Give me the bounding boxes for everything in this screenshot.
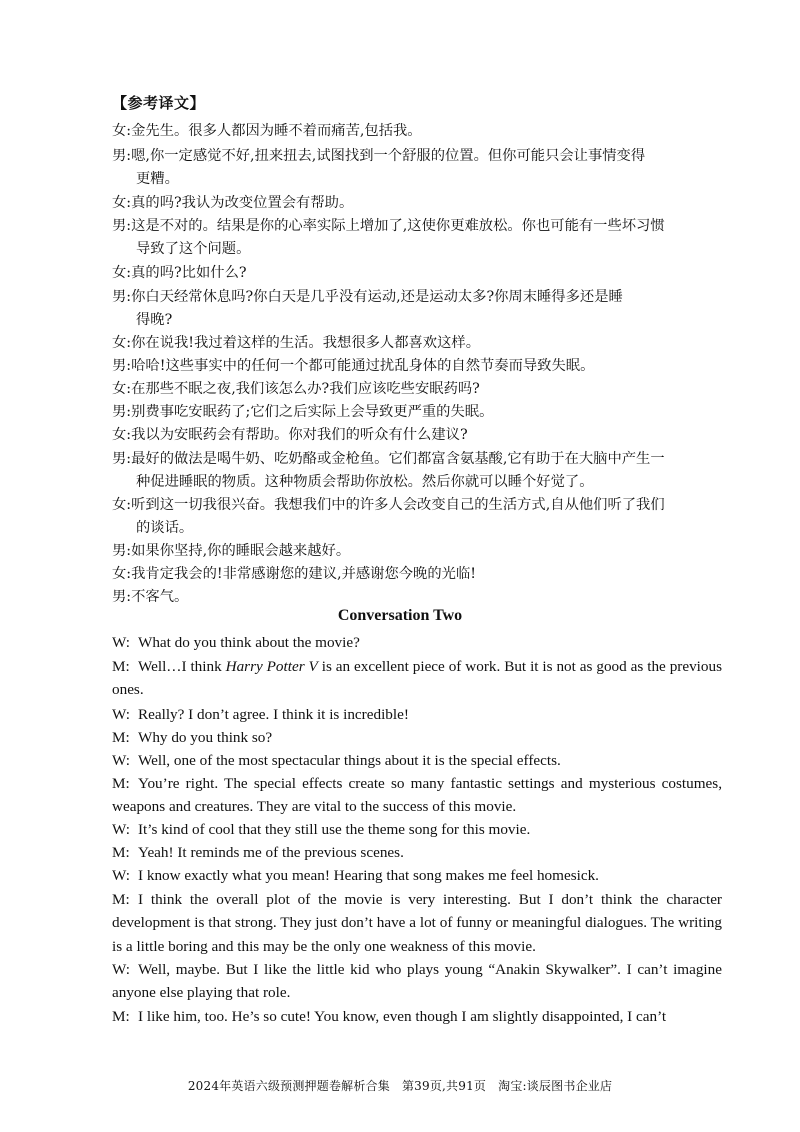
cn-line [112, 261, 728, 285]
footer-shop-name: 淘宝:谈辰图书企业店 [498, 1079, 613, 1093]
speaker-label: 男: [112, 148, 132, 164]
dialogue-text: Why do you think so? [138, 729, 273, 746]
cn-text: 我肯定我会的!非常感谢您的建议,并感谢您今晚的光临! [131, 566, 476, 582]
speaker-label: 女: [112, 195, 132, 211]
dialogue-line [112, 631, 722, 654]
cn-line [112, 539, 728, 563]
speaker-label: M: [112, 658, 130, 675]
dialogue-line [112, 888, 722, 958]
speaker-label: 男: [112, 218, 132, 234]
cn-text: 如果你坚持,你的睡眠会越来越好。 [131, 543, 351, 559]
cn-text: 不客气。 [131, 589, 189, 605]
cn-text: 种促进睡眠的物质。这种物质会帮助你放松。然后你就可以睡个好觉了。 [136, 474, 594, 490]
dialogue-text: Well, maybe. But I like the little kid who plays young “Anakin Skywalker”. I can’t imagine anyone else playing that role. [112, 961, 722, 1002]
speaker-label: M: [112, 729, 130, 746]
dialogue-text: is an excellent piece of work. But it is not as good as the previous ones. [112, 658, 722, 699]
cn-line-cont [112, 308, 728, 332]
cn-line [112, 585, 728, 609]
dialogue-line [112, 726, 722, 749]
conversation-title: Conversation Two [337, 607, 463, 624]
cn-line [112, 423, 728, 447]
dialogue-text: I like him, too. He’s so cute! You know, even though I am slightly disappointed, I can’t [138, 1008, 667, 1025]
speaker-label: W: [112, 867, 130, 884]
cn-line [112, 214, 728, 238]
speaker-label: W: [112, 752, 130, 769]
speaker-label: 女: [112, 566, 132, 582]
dialogue-text: You’re right. The special effects create so many fantastic settings and mysterious costumes, weapons and creatures. They are vital to the success of this movie. [112, 775, 722, 816]
speaker-label: M: [112, 1008, 130, 1025]
speaker-label: 女: [112, 335, 132, 351]
speaker-label: 男: [112, 451, 132, 467]
dialogue-line [112, 772, 722, 819]
cn-line [112, 447, 728, 471]
cn-line-cont [112, 516, 728, 540]
cn-line-cont [112, 167, 728, 191]
dialogue-text: It’s kind of cool that they still use the theme song for this movie. [138, 821, 531, 838]
cn-text: 听到这一切我很兴奋。我想我们中的许多人会改变自己的生活方式,自从他们听了我们 [131, 497, 665, 513]
cn-line-cont [112, 470, 728, 494]
dialogue-text: I know exactly what you mean! Hearing that song makes me feel homesick. [138, 867, 599, 884]
speaker-label: 男: [112, 404, 132, 420]
cn-text: 在那些不眠之夜,我们该怎么办?我们应该吃些安眠药吗? [131, 381, 480, 397]
cn-line [112, 562, 728, 586]
cn-text: 别费事吃安眠药了;它们之后实际上会导致更严重的失眠。 [131, 404, 494, 420]
speaker-label: M: [112, 891, 130, 908]
dialogue-line [112, 655, 722, 702]
dialogue-line [112, 864, 722, 887]
cn-text: 更糟。 [136, 171, 179, 187]
cn-line [112, 285, 728, 309]
speaker-label: W: [112, 961, 130, 978]
cn-line [112, 191, 728, 215]
dialogue-line [112, 841, 722, 864]
section-title: 【参考译文】 [112, 94, 206, 112]
dialogue-text: Yeah! It reminds me of the previous scenes. [138, 844, 404, 861]
dialogue-line [112, 703, 722, 726]
speaker-label: 女: [112, 265, 132, 281]
dialogue-line [112, 818, 722, 841]
cn-text: 得晚? [136, 312, 173, 328]
cn-text: 我以为安眠药会有帮助。你对我们的听众有什么建议? [131, 427, 468, 443]
cn-line [112, 119, 728, 143]
cn-text: 哈哈!这些事实中的任何一个都可能通过扰乱身体的自然节奏而导致失眠。 [131, 358, 595, 374]
cn-text: 嗯,你一定感觉不好,扭来扭去,试图找到一个舒服的位置。但你可能只会让事情变得 [131, 148, 646, 164]
speaker-label: 男: [112, 289, 132, 305]
speaker-label: 女: [112, 123, 132, 139]
cn-text: 你在说我!我过着这样的生活。我想很多人都喜欢这样。 [131, 335, 480, 351]
cn-text: 这是不对的。结果是你的心率实际上增加了,这使你更难放松。你也可能有一些坏习惯 [131, 218, 665, 234]
dialogue-line [112, 749, 722, 772]
dialogue-line [112, 1005, 722, 1028]
cn-line [112, 331, 728, 355]
cn-line-cont [112, 237, 728, 261]
cn-text: 的谈话。 [136, 520, 194, 536]
cn-line [112, 493, 728, 517]
speaker-label: 女: [112, 427, 132, 443]
speaker-label: M: [112, 775, 130, 792]
movie-title: Harry Potter V [225, 658, 318, 675]
cn-text: 你白天经常休息吗?你白天是几乎没有运动,还是运动太多?你周末睡得多还是睡 [131, 289, 623, 305]
speaker-label: W: [112, 821, 130, 838]
cn-text: 金先生。很多人都因为睡不着而痛苦,包括我。 [131, 123, 422, 139]
speaker-label: M: [112, 844, 130, 861]
footer-book-title: 2024年英语六级预测押题卷解析合集 [187, 1079, 390, 1093]
dialogue-line [112, 958, 722, 1005]
speaker-label: W: [112, 634, 130, 651]
speaker-label: 女: [112, 381, 132, 397]
speaker-label: W: [112, 706, 130, 723]
cn-line [112, 354, 728, 378]
page-footer [0, 1077, 800, 1094]
cn-line [112, 400, 728, 424]
cn-line [112, 377, 728, 401]
dialogue-text: What do you think about the movie? [138, 634, 360, 651]
cn-text: 最好的做法是喝牛奶、吃奶酪或金枪鱼。它们都富含氨基酸,它有助于在大脑中产生一 [131, 451, 665, 467]
footer-page-number: 第39页,共91页 [401, 1079, 487, 1093]
dialogue-text: Well, one of the most spectacular things about it is the special effects. [138, 752, 561, 769]
cn-text: 真的吗?比如什么? [131, 265, 247, 281]
cn-text: 导致了这个问题。 [136, 241, 251, 257]
dialogue-text: I think the overall plot of the movie is very interesting. But I don’t think the character development is that strong. They just don’t have a lot of funny or meaningful dialogues. The writing is a little boring and this may be the only one weakness of this movie. [112, 891, 722, 955]
dialogue-text: Well…I think [138, 658, 226, 675]
speaker-label: 男: [112, 589, 132, 605]
cn-text: 真的吗?我认为改变位置会有帮助。 [131, 195, 354, 211]
speaker-label: 男: [112, 358, 132, 374]
dialogue-text: Really? I don’t agree. I think it is incredible! [138, 706, 409, 723]
cn-line [112, 144, 728, 168]
speaker-label: 女: [112, 497, 132, 513]
speaker-label: 男: [112, 543, 132, 559]
